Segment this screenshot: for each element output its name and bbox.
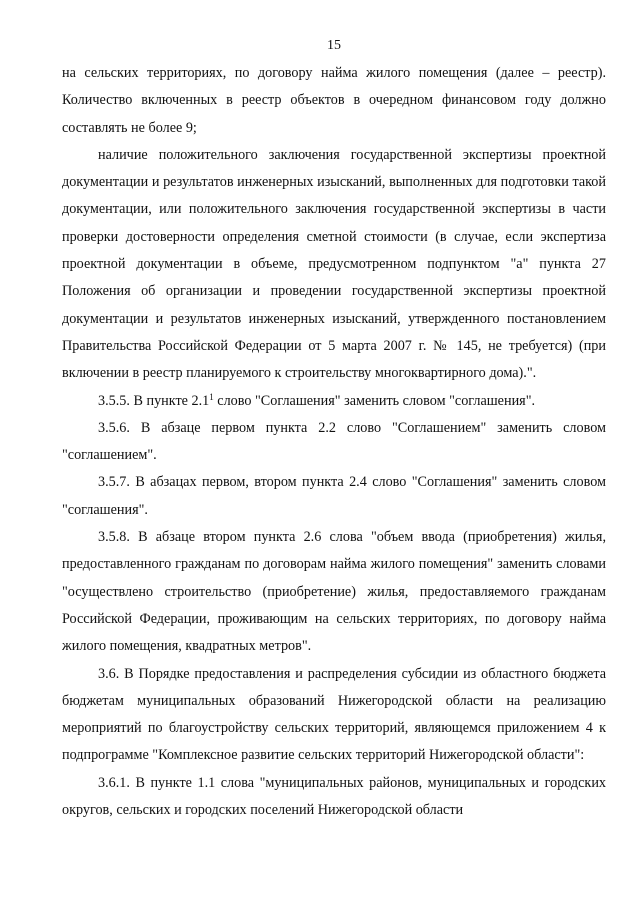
page-number: 15 [327, 38, 341, 53]
paragraph-expertise-condition: наличие положительного заключения государственной экспертизы проектной документации и результатов инженерных изысканий, выполненных для подготовки такой документации, или положительного заключения государственной экспертизы в части проверки достоверности определения сметной стоимости (в случае, если экспертиза проектной документации в объеме, предусмотренном подпунктом "а" пункта 27 Положения об организации и проведении государственной экспертизы проектной документации и результатов инженерных изысканий, утвержденного постановлением Правительства Российской Федерации от 5 марта 2007 г. № 145, не требуется) (при включении в реестр планируемого к строительству многоквартирного дома).". [62, 146, 606, 382]
paragraph-3-5-8: 3.5.8. В абзаце втором пункта 2.6 слова "объем ввода (приобретения) жилья, предоставленного гражданам по договорам найма жилого помещения" заменить словами "осуществлено строительство (приобретение) жилья, предоставляемого гражданам Российской Федерации, проживающим на сельских территориях, по договору найма жилого помещения, квадратных метров". [62, 529, 606, 655]
paragraph-3-5-7: 3.5.7. В абзацах первом, втором пункта 2.4 слово "Соглашения" заменить словом "соглашения". [62, 474, 606, 518]
paragraph-registry-continuation: на сельских территориях, по договору найма жилого помещения (далее – реестр). Количество включенных в реестр объектов в очередном финансовом году должно составлять не более 9; [62, 65, 606, 136]
paragraph-3-5-5-text-end: слово "Соглашения" заменить словом "соглашения". [213, 392, 536, 409]
document-body [62, 60, 606, 824]
superscript-marker: 1 [209, 391, 214, 402]
paragraph-3-5-5 [62, 388, 606, 415]
paragraph-3-6: 3.6. В Порядке предоставления и распределения субсидии из областного бюджета бюджетам муниципальных образований Нижегородской области на реализацию мероприятий по благоустройству сельских территорий, являющемся приложением 4 к подпрограмме "Комплексное развитие сельских территорий Нижегородской области": [62, 665, 606, 764]
paragraph-3-6-1: 3.6.1. В пункте 1.1 слова "муниципальных районов, муниципальных и городских округов, сельских и городских поселений Нижегородской области [62, 774, 606, 819]
paragraph-3-5-6: 3.5.6. В абзаце первом пункта 2.2 слово "Соглашением" заменить словом "соглашением". [62, 419, 606, 464]
paragraph-3-5-5-text: 3.5.5. В пункте 2.1 [98, 392, 210, 409]
